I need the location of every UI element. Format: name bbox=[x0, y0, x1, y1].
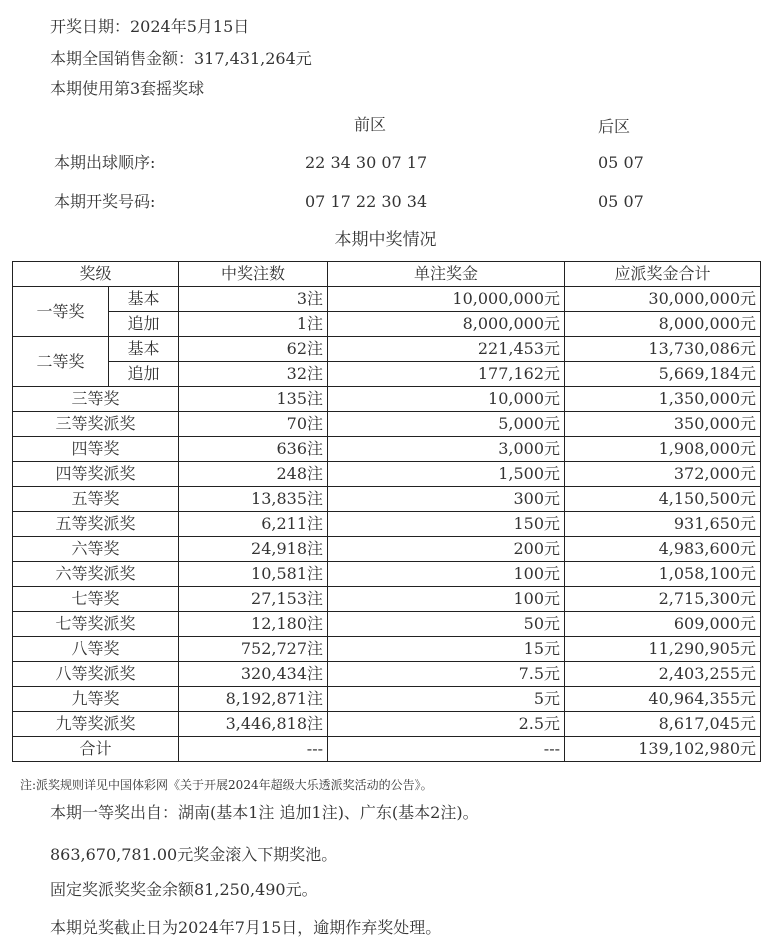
total-prize-cell: 139,102,980元 bbox=[565, 737, 761, 762]
level-cell: 九等奖派奖 bbox=[13, 712, 179, 737]
total-prize-cell: 2,715,300元 bbox=[565, 587, 761, 612]
table-row bbox=[13, 712, 761, 737]
prize-table bbox=[12, 261, 761, 762]
count-cell: 10,581注 bbox=[179, 562, 328, 587]
ball-set: 本期使用第3套摇奖球 bbox=[50, 79, 205, 98]
table-row bbox=[13, 512, 761, 537]
count-cell: 70注 bbox=[179, 412, 328, 437]
level-cell: 二等奖 bbox=[13, 337, 109, 387]
level-cell: 六等奖派奖 bbox=[13, 562, 179, 587]
sales-amount: 本期全国销售金额：317,431,264元 bbox=[50, 49, 312, 68]
level-cell: 合计 bbox=[13, 737, 179, 762]
level-cell: 八等奖 bbox=[13, 637, 179, 662]
table-row bbox=[13, 287, 761, 312]
sub-level-cell: 基本 bbox=[109, 287, 179, 312]
draw-order-front: 22 34 30 07 17 bbox=[305, 153, 428, 172]
unit-prize-cell: 177,162元 bbox=[328, 362, 565, 387]
count-cell: 3,446,818注 bbox=[179, 712, 328, 737]
level-cell: 八等奖派奖 bbox=[13, 662, 179, 687]
front-zone-label: 前区 bbox=[354, 115, 387, 134]
level-cell: 三等奖派奖 bbox=[13, 412, 179, 437]
level-cell: 一等奖 bbox=[13, 287, 109, 337]
unit-prize-cell: 15元 bbox=[328, 637, 565, 662]
table-row bbox=[13, 487, 761, 512]
total-prize-cell: 8,617,045元 bbox=[565, 712, 761, 737]
total-prize-cell: 372,000元 bbox=[565, 462, 761, 487]
unit-prize-cell: 150元 bbox=[328, 512, 565, 537]
unit-prize-cell: 221,453元 bbox=[328, 337, 565, 362]
unit-prize-cell: 5,000元 bbox=[328, 412, 565, 437]
table-row bbox=[13, 437, 761, 462]
winning-numbers-label: 本期开奖号码: bbox=[54, 192, 156, 211]
total-prize-cell: 40,964,355元 bbox=[565, 687, 761, 712]
count-cell: 248注 bbox=[179, 462, 328, 487]
count-cell: 13,835注 bbox=[179, 487, 328, 512]
count-cell: 62注 bbox=[179, 337, 328, 362]
unit-prize-cell: 300元 bbox=[328, 487, 565, 512]
count-cell: 135注 bbox=[179, 387, 328, 412]
table-row bbox=[13, 387, 761, 412]
total-prize-cell: 5,669,184元 bbox=[565, 362, 761, 387]
sub-level-cell: 基本 bbox=[109, 337, 179, 362]
winning-numbers-back: 05 07 bbox=[598, 192, 644, 211]
total-prize-cell: 8,000,000元 bbox=[565, 312, 761, 337]
table-row bbox=[13, 637, 761, 662]
unit-prize-cell: 10,000元 bbox=[328, 387, 565, 412]
total-prize-cell: 4,983,600元 bbox=[565, 537, 761, 562]
sub-level-cell: 追加 bbox=[109, 362, 179, 387]
rules-note: 注:派奖规则详见中国体彩网《关于开展2024年超级大乐透派奖活动的公告》。 bbox=[20, 778, 433, 792]
header-count: 中奖注数 bbox=[179, 262, 328, 287]
count-cell: 8,192,871注 bbox=[179, 687, 328, 712]
table-row bbox=[13, 537, 761, 562]
level-cell: 五等奖派奖 bbox=[13, 512, 179, 537]
total-prize-cell: 1,350,000元 bbox=[565, 387, 761, 412]
count-cell: 32注 bbox=[179, 362, 328, 387]
count-cell: 12,180注 bbox=[179, 612, 328, 637]
table-row bbox=[13, 337, 761, 362]
total-prize-cell: 609,000元 bbox=[565, 612, 761, 637]
level-cell: 六等奖 bbox=[13, 537, 179, 562]
unit-prize-cell: 100元 bbox=[328, 587, 565, 612]
unit-prize-cell: 100元 bbox=[328, 562, 565, 587]
table-row bbox=[13, 412, 761, 437]
unit-prize-cell: 8,000,000元 bbox=[328, 312, 565, 337]
count-cell: --- bbox=[179, 737, 328, 762]
winning-numbers-front: 07 17 22 30 34 bbox=[305, 192, 428, 211]
total-prize-cell: 2,403,255元 bbox=[565, 662, 761, 687]
count-cell: 1注 bbox=[179, 312, 328, 337]
table-row bbox=[13, 312, 761, 337]
draw-order-label: 本期出球顺序: bbox=[54, 153, 156, 172]
unit-prize-cell: 10,000,000元 bbox=[328, 287, 565, 312]
unit-prize-cell: 200元 bbox=[328, 537, 565, 562]
unit-prize-cell: 3,000元 bbox=[328, 437, 565, 462]
table-header-row bbox=[13, 262, 761, 287]
level-cell: 四等奖派奖 bbox=[13, 462, 179, 487]
total-prize-cell: 11,290,905元 bbox=[565, 637, 761, 662]
unit-prize-cell: 5元 bbox=[328, 687, 565, 712]
level-cell: 七等奖 bbox=[13, 587, 179, 612]
table-row bbox=[13, 462, 761, 487]
level-cell: 五等奖 bbox=[13, 487, 179, 512]
table-row bbox=[13, 737, 761, 762]
unit-prize-cell: 2.5元 bbox=[328, 712, 565, 737]
draw-date: 开奖日期：2024年5月15日 bbox=[50, 17, 250, 36]
unit-prize-cell: 50元 bbox=[328, 612, 565, 637]
unit-prize-cell: 7.5元 bbox=[328, 662, 565, 687]
claim-deadline: 本期兑奖截止日为2024年7月15日，逾期作弃奖处理。 bbox=[50, 918, 442, 937]
table-row bbox=[13, 687, 761, 712]
prize-table-caption: 本期中奖情况 bbox=[334, 230, 437, 250]
header-unit-prize: 单注奖金 bbox=[328, 262, 565, 287]
total-prize-cell: 4,150,500元 bbox=[565, 487, 761, 512]
level-cell: 七等奖派奖 bbox=[13, 612, 179, 637]
header-total-prize: 应派奖金合计 bbox=[565, 262, 761, 287]
count-cell: 6,211注 bbox=[179, 512, 328, 537]
count-cell: 24,918注 bbox=[179, 537, 328, 562]
count-cell: 27,153注 bbox=[179, 587, 328, 612]
rollover-amount: 863,670,781.00元奖金滚入下期奖池。 bbox=[50, 845, 338, 864]
total-prize-cell: 931,650元 bbox=[565, 512, 761, 537]
unit-prize-cell: 1,500元 bbox=[328, 462, 565, 487]
table-row bbox=[13, 362, 761, 387]
table-row bbox=[13, 587, 761, 612]
header-level: 奖级 bbox=[13, 262, 179, 287]
level-cell: 四等奖 bbox=[13, 437, 179, 462]
total-prize-cell: 1,058,100元 bbox=[565, 562, 761, 587]
level-cell: 九等奖 bbox=[13, 687, 179, 712]
first-prize-origin: 本期一等奖出自：湖南(基本1注 追加1注)、广东(基本2注)。 bbox=[50, 803, 479, 822]
count-cell: 3注 bbox=[179, 287, 328, 312]
fixed-pool-balance: 固定奖派奖奖金余额81,250,490元。 bbox=[50, 880, 318, 899]
table-row bbox=[13, 662, 761, 687]
total-prize-cell: 13,730,086元 bbox=[565, 337, 761, 362]
unit-prize-cell: --- bbox=[328, 737, 565, 762]
total-prize-cell: 350,000元 bbox=[565, 412, 761, 437]
table-row bbox=[13, 562, 761, 587]
count-cell: 636注 bbox=[179, 437, 328, 462]
back-zone-label: 后区 bbox=[598, 117, 631, 136]
count-cell: 752,727注 bbox=[179, 637, 328, 662]
total-prize-cell: 1,908,000元 bbox=[565, 437, 761, 462]
table-row bbox=[13, 612, 761, 637]
draw-order-back: 05 07 bbox=[598, 153, 644, 172]
sub-level-cell: 追加 bbox=[109, 312, 179, 337]
count-cell: 320,434注 bbox=[179, 662, 328, 687]
level-cell: 三等奖 bbox=[13, 387, 179, 412]
total-prize-cell: 30,000,000元 bbox=[565, 287, 761, 312]
